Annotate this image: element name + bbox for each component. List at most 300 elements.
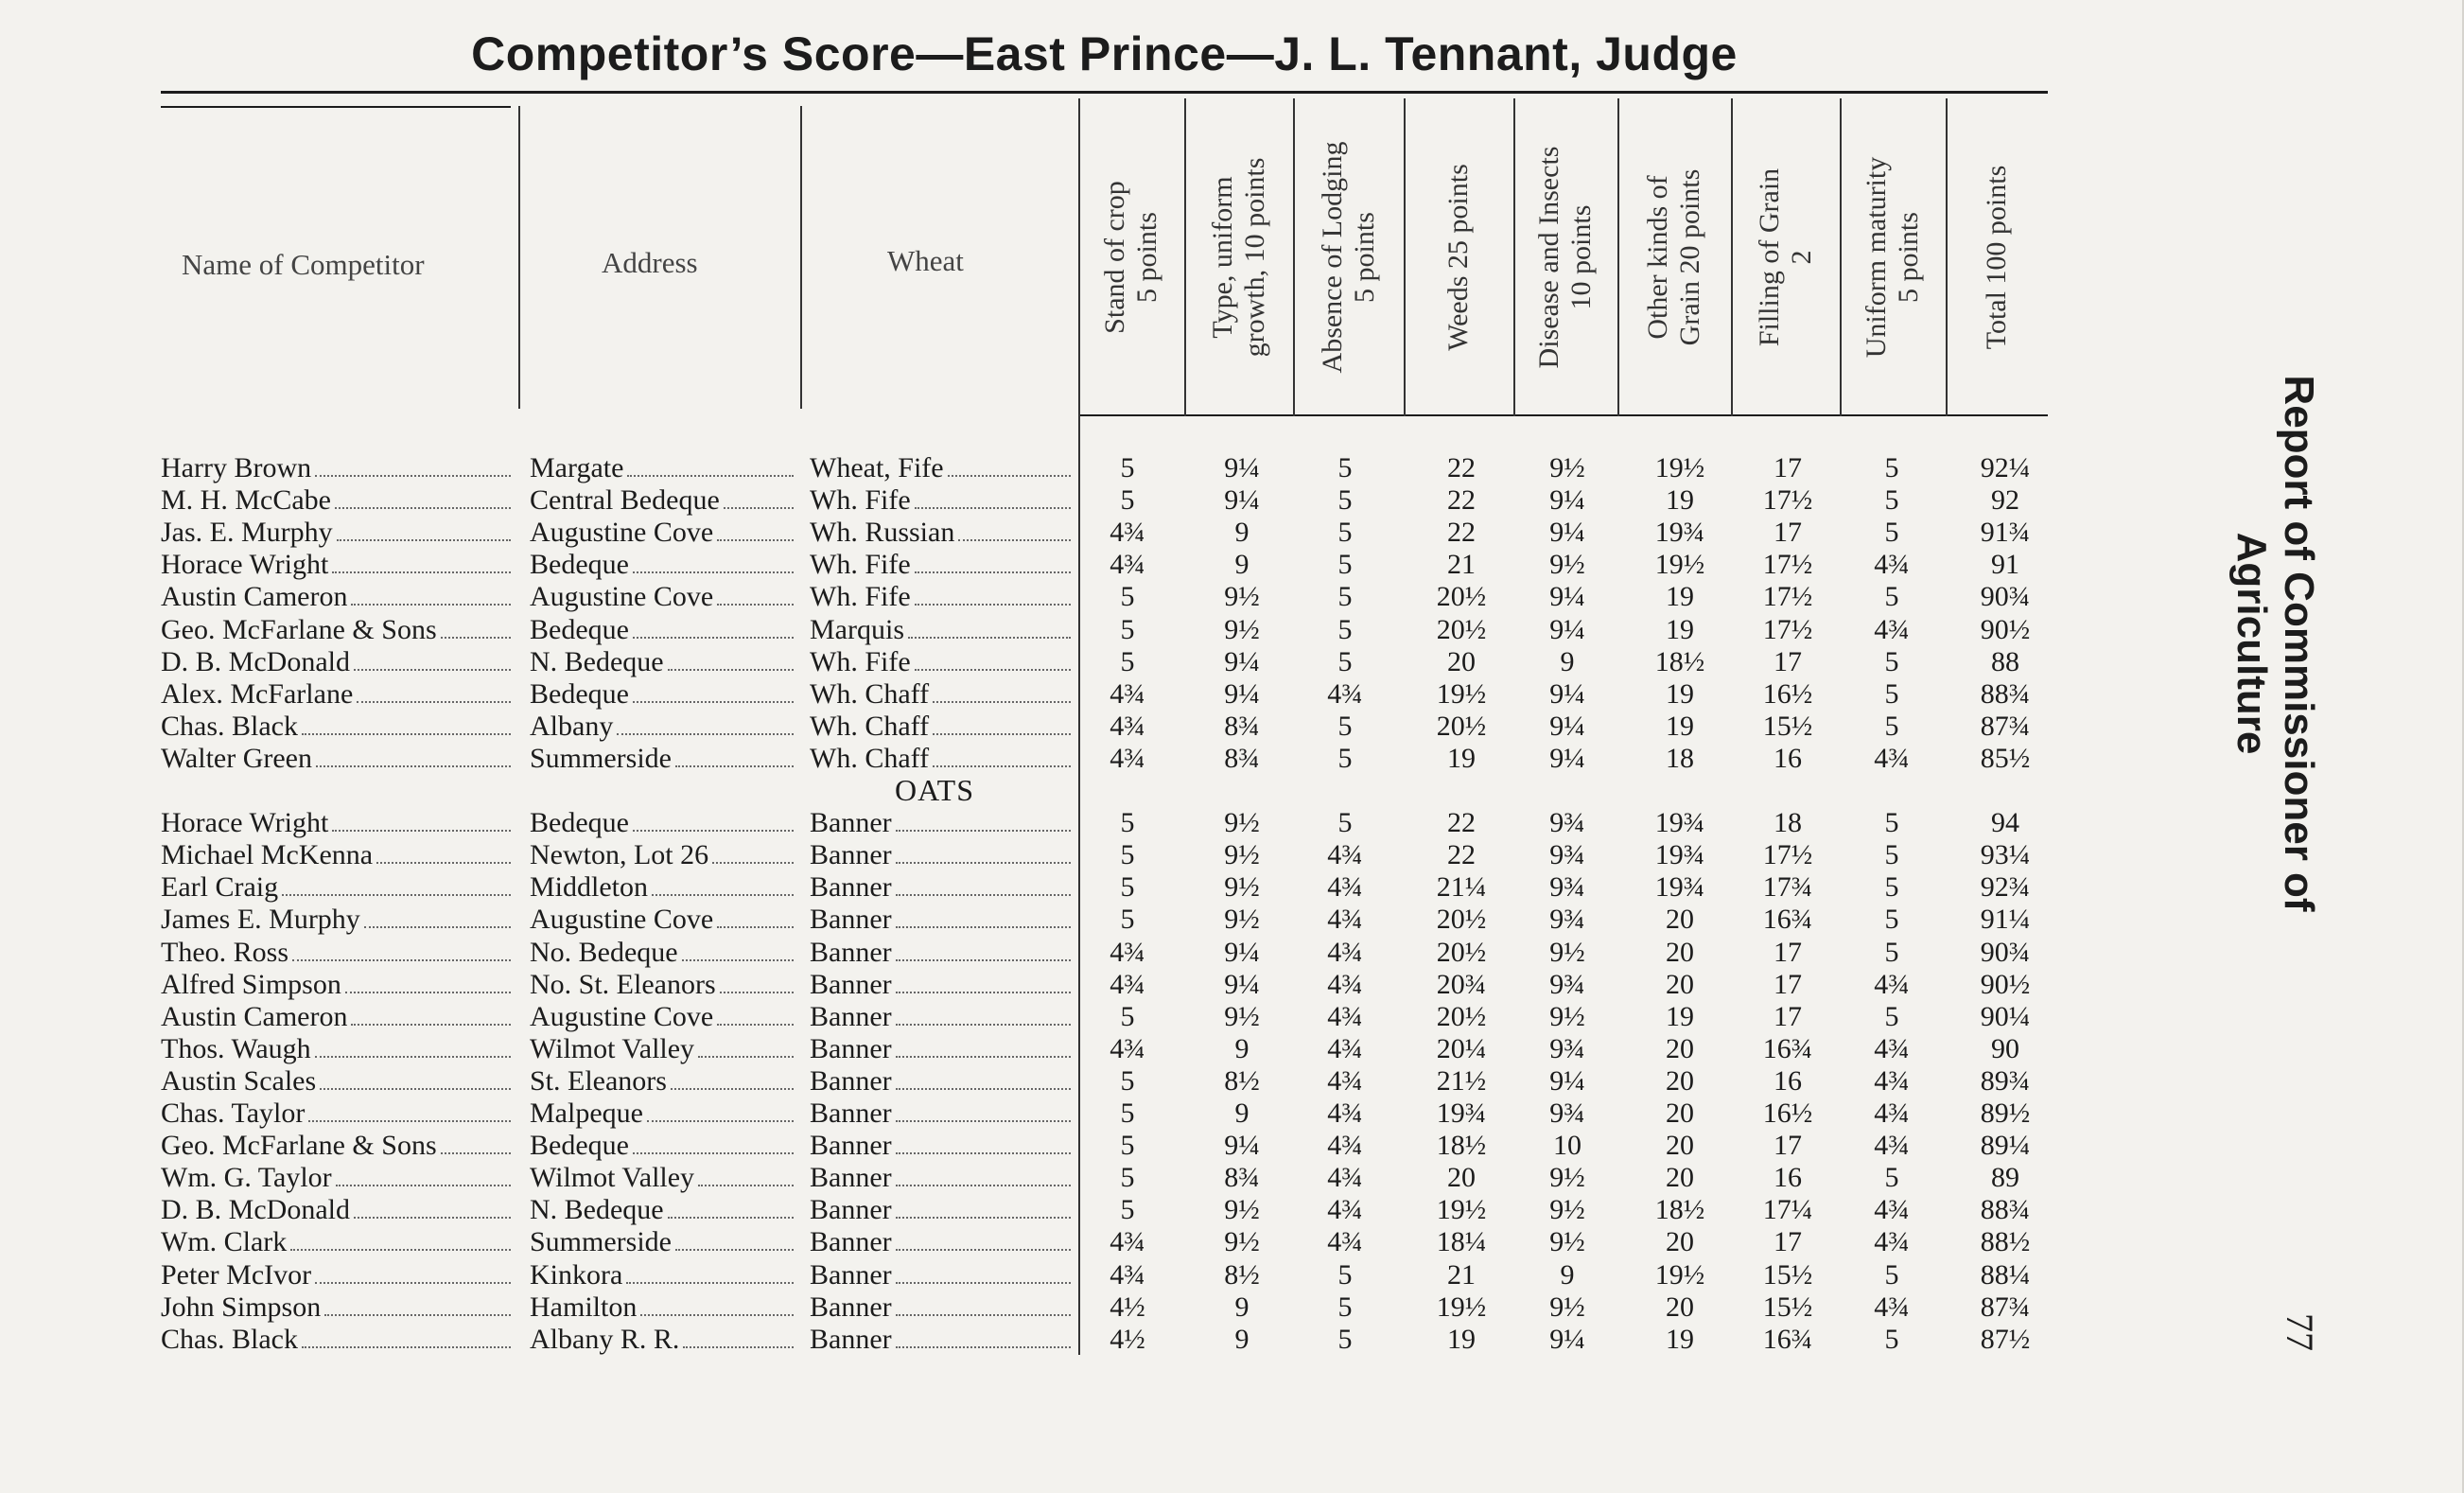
dot-leader [652,894,794,896]
grain-variety-text: Banner [810,839,892,871]
table-row [0,1324,2043,1356]
score-cell: 9 [1234,1323,1249,1355]
competitor-name [161,452,515,484]
score-cell: 90 [1991,1032,2019,1064]
score-cell: 20 [1666,1032,1694,1064]
grain-variety [810,678,1075,711]
competitor-name [161,1324,515,1356]
score-cell: 9¼ [1549,581,1585,613]
score-cell: 20 [1666,1162,1694,1194]
dot-leader [896,1249,1071,1251]
score-cell: 4¾ [1327,1130,1363,1162]
score-column-header [1442,106,1475,409]
competitor-address [530,871,797,904]
score-cell: 16½ [1762,1098,1813,1129]
grain-variety [810,969,1075,1001]
column-divider [1513,98,1515,416]
competitor-name-text: Austin Scales [161,1064,317,1097]
score-cell: 4¾ [1327,1032,1363,1064]
score-cell: 90½ [1980,968,2031,1000]
score-column-header-line1: Type, uniform [1206,176,1238,339]
grain-variety-text: Wh. Fife [810,581,911,613]
dot-leader [640,1314,794,1316]
score-cell: 9½ [1224,613,1260,645]
score-cell: 94 [1991,807,2019,839]
competitor-address-text: Newton, Lot 26 [530,839,709,871]
score-cell: 9½ [1224,839,1260,871]
score-cell: 9¼ [1224,968,1260,1000]
grain-variety [810,937,1075,969]
competitor-address [530,1098,797,1130]
score-cell: 87½ [1980,1323,2031,1355]
competitor-address-text: Augustine Cove [530,581,714,613]
dot-leader [627,475,794,477]
dot-leader [315,475,511,477]
score-cell: 9¾ [1549,968,1585,1000]
score-column-header-line2: growth, 10 points [1238,157,1270,358]
table-row [0,871,2043,904]
score-cell: 22 [1447,484,1476,517]
score-cell: 89 [1991,1162,2019,1194]
score-cell: 5 [1337,484,1353,517]
dot-leader [315,1282,511,1284]
score-cell: 17 [1774,452,1802,483]
table-row [0,839,2043,871]
score-cell: 5 [1884,839,1899,871]
score-cell: 8¾ [1224,1162,1260,1194]
score-cell: 18 [1666,742,1694,774]
dot-leader [948,475,1071,477]
grain-variety [810,1324,1075,1356]
competitor-address-text: No. St. Eleanors [530,968,716,1000]
table-row [0,678,2043,711]
competitor-address [530,581,797,613]
score-cell: 4¾ [1110,710,1145,742]
grain-variety [810,904,1075,936]
score-cell: 20¾ [1436,968,1487,1000]
score-cell: 15½ [1762,710,1813,742]
dot-leader [915,571,1071,573]
competitor-name [161,1194,515,1226]
score-cell: 5 [1337,1291,1353,1323]
dot-leader [717,1024,794,1026]
score-cell: 9 [1234,549,1249,581]
grain-variety [810,452,1075,484]
score-cell: 9¼ [1224,1130,1260,1162]
score-cell: 19½ [1436,1194,1487,1226]
grain-variety [810,1194,1075,1226]
grain-variety [810,517,1075,549]
grain-variety-text: Banner [810,1291,892,1323]
dot-leader [633,637,794,639]
score-cell: 18½ [1436,1130,1487,1162]
score-cell: 4¾ [1327,1226,1363,1258]
competitor-address-text: No. Bedeque [530,936,678,968]
score-cell: 92¾ [1980,871,2031,904]
score-cell: 9½ [1224,581,1260,613]
dot-leader [332,571,511,573]
score-cell: 5 [1884,807,1899,839]
score-cell: 4¾ [1327,839,1363,871]
score-cell: 16¾ [1762,1323,1813,1355]
dot-leader [302,733,511,735]
score-cell: 5 [1337,549,1353,581]
dot-leader [682,959,794,961]
competitor-name [161,969,515,1001]
score-column-header-line1: Disease and Insects [1533,146,1564,369]
score-cell: 4¾ [1327,677,1363,710]
table-row [0,1226,2043,1258]
grain-variety-text: Banner [810,904,892,936]
competitor-name-text: Harry Brown [161,452,312,483]
score-cell: 5 [1884,904,1899,936]
score-cell: 20½ [1436,936,1487,968]
score-cell: 19 [1447,742,1476,774]
grain-variety [810,743,1075,775]
score-cell: 5 [1120,839,1135,871]
competitor-address [530,839,797,871]
competitor-address-text: N. Bedeque [530,645,664,677]
score-cell: 21½ [1436,1064,1487,1097]
column-divider [1946,98,1948,416]
grain-variety-text: Banner [810,871,892,904]
score-cell: 19¾ [1654,517,1705,549]
score-cell: 9½ [1549,452,1585,483]
table-row [0,484,2043,517]
score-column-header-line2: 5 points [1348,212,1380,303]
score-cell: 21¼ [1436,871,1487,904]
score-cell: 4¾ [1110,968,1145,1000]
grain-variety-text: Wh. Fife [810,549,911,581]
competitor-name [161,646,515,678]
score-cell: 4¾ [1874,1194,1910,1226]
score-cell: 9 [1234,1098,1249,1129]
score-cell: 5 [1337,581,1353,613]
score-cell: 4¾ [1110,1258,1145,1291]
competitor-name [161,871,515,904]
score-cell: 4¾ [1110,936,1145,968]
column-divider [1404,98,1406,416]
competitor-address-text: Bedeque [530,549,629,581]
score-cell: 92¼ [1980,452,2031,483]
score-cell: 9½ [1549,1162,1585,1194]
dot-leader [958,539,1071,541]
grain-variety-text: Banner [810,807,892,839]
score-cell: 17 [1774,645,1802,677]
dot-leader [376,862,511,864]
score-cell: 4¾ [1874,1130,1910,1162]
score-cell: 5 [1120,807,1135,839]
score-cell: 5 [1120,1194,1135,1226]
score-cell: 5 [1884,871,1899,904]
title-rule [161,91,2048,94]
competitor-address-text: Augustine Cove [530,904,714,936]
score-cell: 20½ [1436,710,1487,742]
score-cell: 4¾ [1874,1064,1910,1097]
score-cell: 5 [1120,581,1135,613]
dot-leader [441,637,511,639]
dot-leader [337,539,511,541]
score-cell: 5 [1884,677,1899,710]
dot-leader [633,701,794,703]
competitor-address [530,1194,797,1226]
score-cell: 19 [1666,581,1694,613]
competitor-address-text: Summerside [530,1226,672,1258]
score-cell: 18½ [1654,1194,1705,1226]
score-cell: 5 [1120,871,1135,904]
score-cell: 22 [1447,839,1476,871]
dot-leader [896,1024,1071,1026]
dot-leader [351,1024,511,1026]
score-cell: 17½ [1762,484,1813,517]
score-cell: 9½ [1224,1194,1260,1226]
dot-leader [896,1056,1071,1058]
score-cell: 5 [1337,1258,1353,1291]
dot-leader [724,507,794,509]
score-cell: 9¾ [1549,807,1585,839]
score-cell: 4¾ [1110,677,1145,710]
dot-leader [896,959,1071,961]
competitor-address-text: N. Bedeque [530,1194,664,1226]
score-cell: 19¾ [1436,1098,1487,1129]
dot-leader [915,669,1071,671]
score-cell: 5 [1337,645,1353,677]
competitor-name-text: Austin Cameron [161,1000,348,1032]
competitor-name [161,904,515,936]
score-cell: 17 [1774,968,1802,1000]
score-cell: 21 [1447,1258,1476,1291]
competitor-address-text: Middleton [530,871,648,904]
score-cell: 5 [1337,710,1353,742]
score-cell: 88¾ [1980,1194,2031,1226]
score-column-header-line2: 10 points [1565,204,1597,310]
score-cell: 90¾ [1980,581,2031,613]
dot-leader [332,830,511,832]
score-cell: 5 [1120,484,1135,517]
competitor-name-text: Thos. Waugh [161,1032,311,1064]
table-row [0,1162,2043,1194]
competitor-address-text: Wilmot Valley [530,1032,695,1064]
competitor-address-text: Bedeque [530,807,629,839]
score-cell: 17 [1774,1130,1802,1162]
dot-leader [354,669,511,671]
score-cell: 19 [1666,613,1694,645]
competitor-address-text: Hamilton [530,1291,638,1323]
table-row [0,711,2043,743]
score-cell: 5 [1884,645,1899,677]
score-column-header-line1: Other kinds of [1642,175,1673,340]
competitor-name-text: Earl Craig [161,871,279,904]
score-cell: 17 [1774,1000,1802,1032]
score-cell: 9½ [1549,936,1585,968]
grain-variety [810,711,1075,743]
competitor-name [161,1291,515,1324]
dot-leader [351,604,511,606]
score-cell: 88½ [1980,1226,2031,1258]
grain-variety [810,646,1075,678]
competitor-address [530,937,797,969]
competitor-address [530,1065,797,1098]
score-column-header-line2: Grain 20 points [1674,168,1705,346]
column-divider [800,106,802,409]
score-cell: 4¾ [1327,904,1363,936]
dot-leader [698,1185,794,1186]
competitor-name [161,1098,515,1130]
competitor-address [530,807,797,839]
grain-variety-text: Banner [810,1098,892,1129]
score-cell: 5 [1884,484,1899,517]
score-cell: 9¼ [1549,484,1585,517]
table-row [0,1194,2043,1226]
grain-variety-text: Banner [810,1130,892,1162]
score-cell: 17 [1774,517,1802,549]
competitor-address [530,1226,797,1258]
score-cell: 19½ [1654,549,1705,581]
competitor-name [161,1226,515,1258]
score-cell: 5 [1337,1323,1353,1355]
score-column-header-line1: Total 100 points [1981,165,2012,350]
grain-variety-text: Banner [810,936,892,968]
score-cell: 4¾ [1327,1000,1363,1032]
competitor-address [530,549,797,581]
dot-leader [675,765,794,767]
table-row [0,969,2043,1001]
score-column-header [1754,106,1818,409]
score-cell: 4¾ [1874,1032,1910,1064]
competitor-name [161,743,515,775]
score-cell: 22 [1447,517,1476,549]
column-divider [1293,98,1295,416]
score-cell: 9 [1560,1258,1575,1291]
column-divider [1840,98,1842,416]
competitor-name-text: Geo. McFarlane & Sons [161,1130,437,1162]
score-cell: 9 [1234,1291,1249,1323]
score-cell: 4¾ [1110,517,1145,549]
dot-leader [896,1346,1071,1348]
score-cell: 4¾ [1327,968,1363,1000]
dot-leader [290,1249,511,1251]
table-row [0,1130,2043,1162]
table-row [0,904,2043,936]
table-row [0,646,2043,678]
score-cell: 88¼ [1980,1258,2031,1291]
score-cell: 5 [1884,517,1899,549]
grain-variety [810,839,1075,871]
competitor-address-text: Augustine Cove [530,1000,714,1032]
score-cell: 4¾ [1874,1098,1910,1129]
competitor-address-text: Albany R. R. [530,1323,680,1355]
competitor-address [530,711,797,743]
score-cell: 20½ [1436,581,1487,613]
dot-leader [633,830,794,832]
score-cell: 18½ [1654,645,1705,677]
score-cell: 9¼ [1224,936,1260,968]
competitor-name [161,581,515,613]
grain-variety [810,807,1075,839]
score-cell: 5 [1120,613,1135,645]
score-column-header [1533,106,1598,409]
score-cell: 9¼ [1549,1323,1585,1355]
competitor-address [530,678,797,711]
competitor-address-text: Augustine Cove [530,517,714,549]
competitor-address-text: Central Bedeque [530,484,720,517]
score-cell: 21 [1447,549,1476,581]
score-cell: 4¾ [1327,1162,1363,1194]
score-cell: 4¾ [1874,1291,1910,1323]
score-cell: 9¼ [1224,645,1260,677]
score-cell: 16 [1774,1064,1802,1097]
competitor-address-text: Albany [530,710,614,742]
score-cell: 9¼ [1224,677,1260,710]
competitor-address-text: Kinkora [530,1258,623,1291]
score-cell: 8¾ [1224,742,1260,774]
grain-variety-text: Banner [810,1323,892,1355]
score-column-header-line1: Uniform maturity [1861,156,1892,359]
grain-variety [810,1259,1075,1291]
competitor-name [161,1033,515,1065]
section-label: OATS [895,773,975,807]
score-cell: 20 [1666,904,1694,936]
score-cell: 5 [1884,1000,1899,1032]
competitor-name-text: John Simpson [161,1291,322,1323]
header-top-rule [161,106,511,108]
dot-leader [315,1056,511,1058]
competitor-name-text: Horace Wright [161,549,329,581]
competitor-address [530,1162,797,1194]
competitor-name [161,1162,515,1194]
grain-variety [810,1065,1075,1098]
score-cell: 5 [1337,807,1353,839]
dot-leader [335,507,511,509]
score-cell: 89½ [1980,1098,2031,1129]
score-cell: 19 [1447,1323,1476,1355]
score-cell: 92 [1991,484,2019,517]
page-title: Competitor’s Score—East Prince—J. L. Tennant, Judge [471,27,1738,80]
grain-variety [810,581,1075,613]
score-cell: 19½ [1654,1258,1705,1291]
competitor-address [530,969,797,1001]
competitor-name-text: Walter Green [161,742,312,774]
dot-leader [717,604,794,606]
score-cell: 19 [1666,710,1694,742]
score-cell: 9 [1560,645,1575,677]
score-cell: 19½ [1654,452,1705,483]
table-row [0,614,2043,646]
table-row [0,807,2043,839]
dot-leader [324,1314,511,1316]
column-divider [1731,98,1733,416]
score-cell: 16¾ [1762,1032,1813,1064]
score-cell: 20 [1447,645,1476,677]
competitor-name [161,517,515,549]
score-cell: 19½ [1436,1291,1487,1323]
competitor-address-text: Margate [530,452,624,483]
score-cell: 9¾ [1549,839,1585,871]
score-cell: 9 [1234,517,1249,549]
score-cell: 9¼ [1224,484,1260,517]
grain-variety [810,1098,1075,1130]
score-cell: 9¼ [1549,1064,1585,1097]
score-cell: 9½ [1224,807,1260,839]
competitor-name-text: Michael McKenna [161,839,374,871]
dot-leader [915,507,1071,509]
score-cell: 5 [1120,1000,1135,1032]
score-cell: 19¾ [1654,839,1705,871]
dot-leader [336,1185,511,1186]
score-cell: 17 [1774,1226,1802,1258]
score-cell: 19 [1666,1000,1694,1032]
score-cell: 5 [1884,710,1899,742]
